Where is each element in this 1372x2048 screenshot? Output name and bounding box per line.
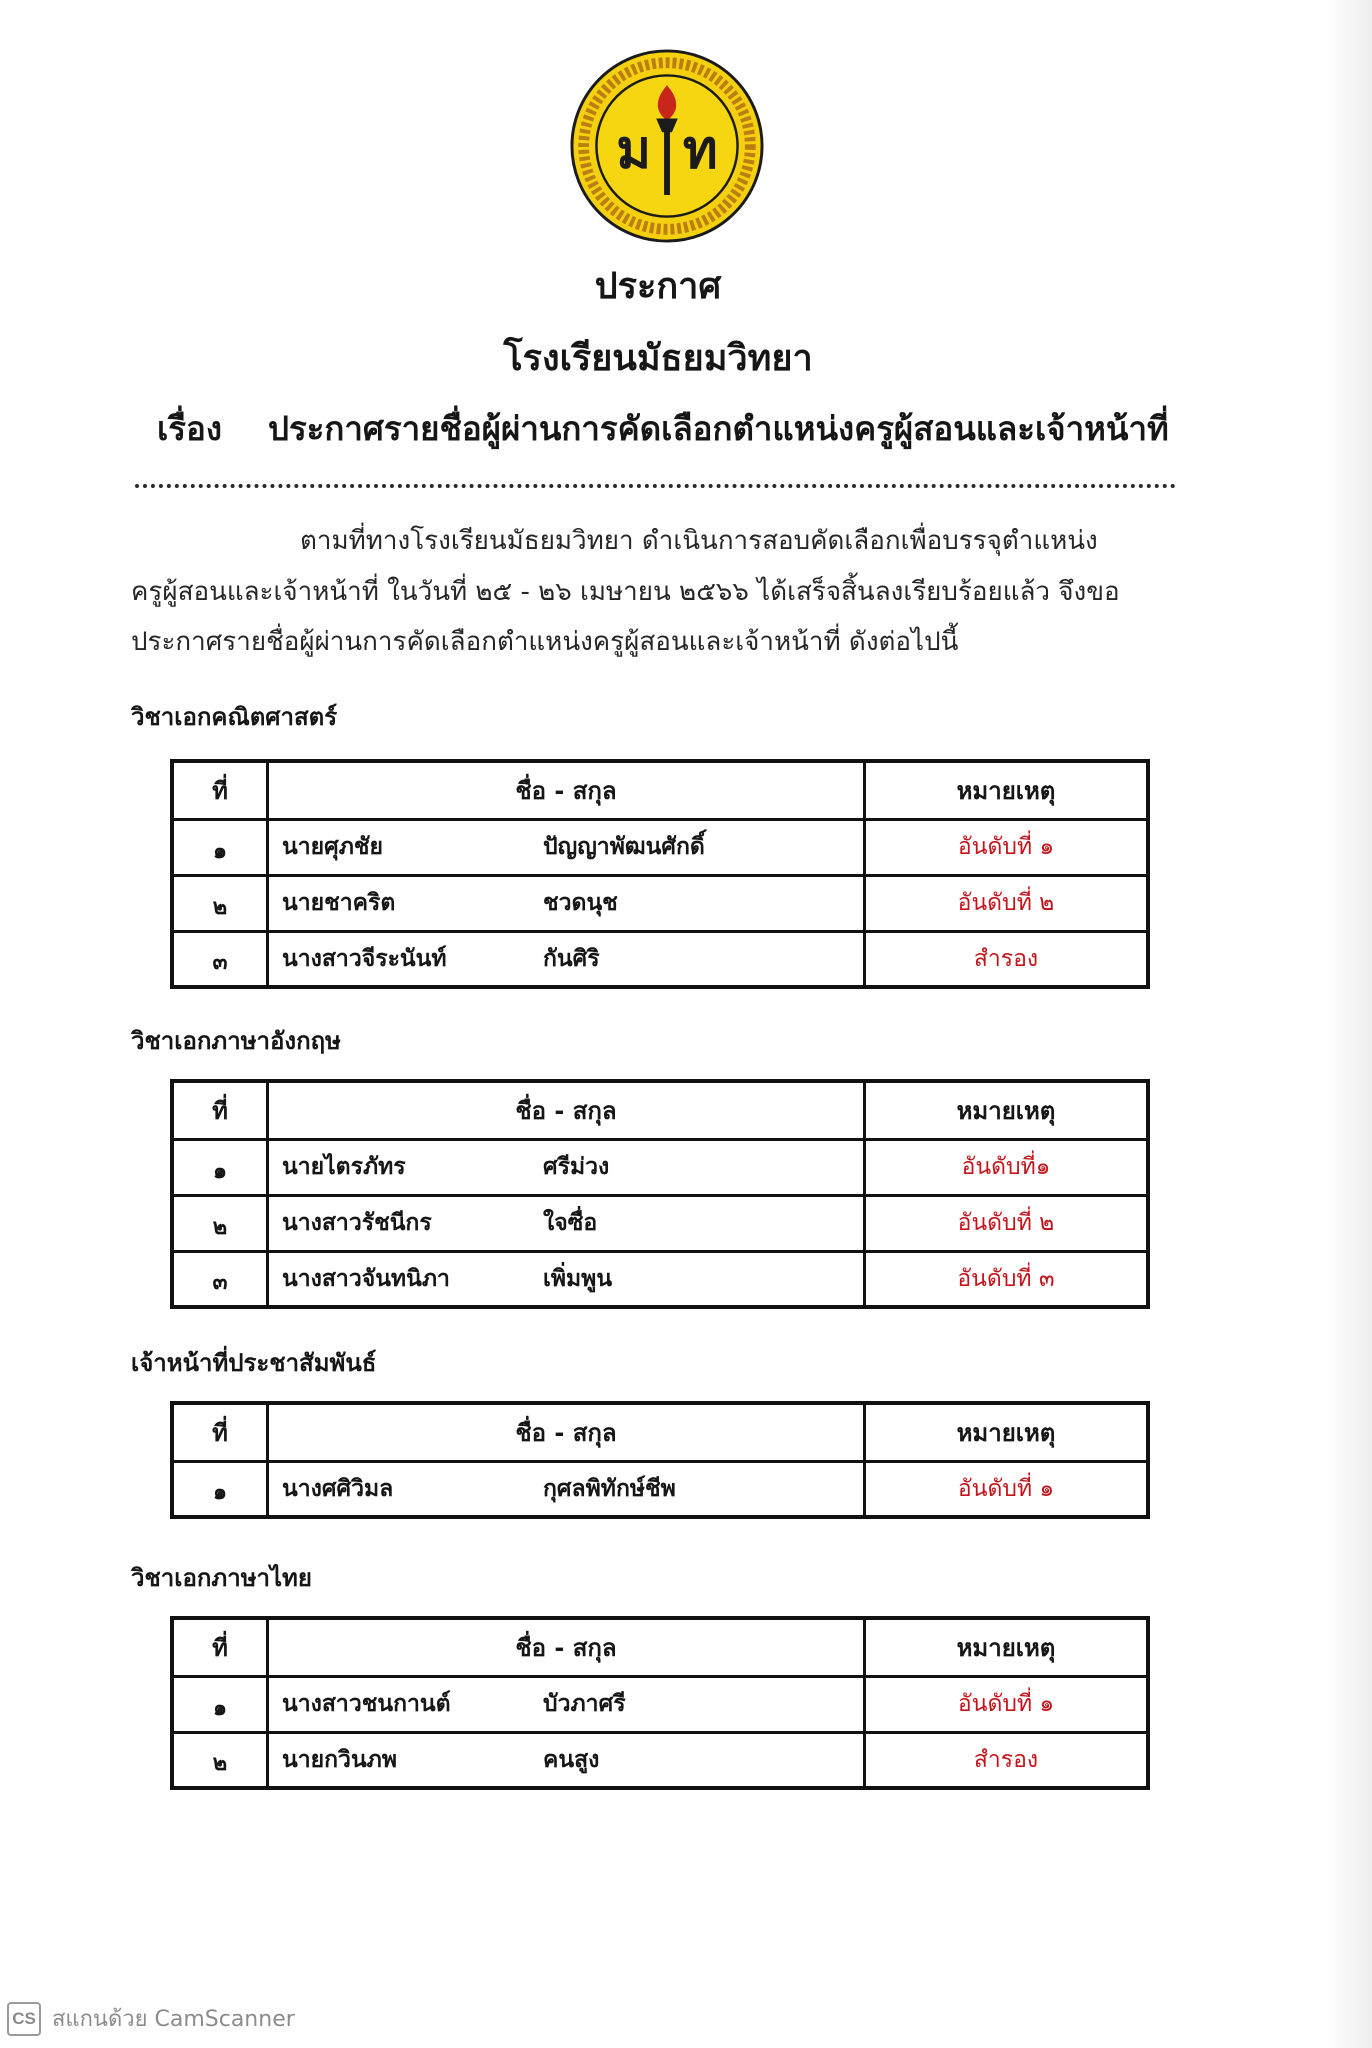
last-name: เพิ่มพูน xyxy=(543,1265,613,1292)
last-name: ศรีม่วง xyxy=(543,1154,610,1180)
candidate-name-cell xyxy=(268,1139,865,1195)
table-row xyxy=(172,1251,1148,1307)
row-number: ๓ xyxy=(172,931,268,987)
remark: อันดับที่๑ xyxy=(865,1139,1149,1195)
watermark-text: สแกนด้วย CamScanner xyxy=(52,2007,295,2032)
row-number: ๒ xyxy=(172,875,268,931)
candidate-name-cell xyxy=(268,819,865,875)
first-name: นายไตรภัทร xyxy=(282,1154,406,1180)
table-header-row xyxy=(172,1403,1148,1461)
section-heading-math: วิชาเอกคณิตศาสตร์ xyxy=(131,703,338,731)
column-header-number: ที่ xyxy=(172,1618,268,1676)
subject-label: เรื่อง xyxy=(157,409,222,448)
column-header-name: ชื่อ - สกุล xyxy=(268,1403,865,1461)
last-name: ใจซื่อ xyxy=(543,1210,598,1236)
column-header-name: ชื่อ - สกุล xyxy=(268,761,865,819)
table-row xyxy=(172,819,1148,875)
table-row xyxy=(172,931,1148,987)
column-header-number: ที่ xyxy=(172,1081,268,1139)
scan-edge-shadow xyxy=(1326,0,1372,2048)
candidate-name-cell xyxy=(268,1195,865,1251)
section-heading-english: วิชาเอกภาษาอังกฤษ xyxy=(131,1027,341,1055)
subject-text: ประกาศรายชื่อผู้ผ่านการคัดเลือกตำแหน่งครูผู้สอนและเจ้าหน้าที่ xyxy=(268,409,1169,448)
last-name: บัวภาศรี xyxy=(543,1691,626,1717)
table-row xyxy=(172,1732,1148,1788)
candidate-name-cell xyxy=(268,1251,865,1307)
section-heading-thai: วิชาเอกภาษาไทย xyxy=(131,1564,312,1592)
last-name: กันศิริ xyxy=(543,945,600,972)
intro-line-1: ตามที่ทางโรงเรียนมัธยมวิทยา ดำเนินการสอบคัดเลือกเพื่อบรรจุตำแหน่ง xyxy=(300,526,1098,556)
first-name: นางสาวชนกานต์ xyxy=(282,1691,451,1717)
remark: สำรอง xyxy=(865,931,1149,987)
row-number: ๑ xyxy=(172,1676,268,1732)
column-header-name: ชื่อ - สกุล xyxy=(268,1618,865,1676)
intro-line-3: ประกาศรายชื่อผู้ผ่านการคัดเลือกตำแหน่งครูผู้สอนและเจ้าหน้าที่ ดังต่อไปนี้ xyxy=(131,627,959,657)
table-header-row xyxy=(172,1081,1148,1139)
candidate-name-cell xyxy=(268,1676,865,1732)
camscanner-icon: CS xyxy=(7,2002,41,2036)
last-name: คนสูง xyxy=(543,1746,600,1773)
candidate-name-cell xyxy=(268,931,865,987)
first-name: นางศศิวิมล xyxy=(282,1475,394,1502)
candidate-name-cell xyxy=(268,1461,865,1517)
dotted-divider xyxy=(135,484,1176,488)
intro-line-2: ครูผู้สอนและเจ้าหน้าที่ ในวันที่ ๒๕ - ๒๖ เมษายน ๒๕๖๖ ได้เสร็จสิ้นลงเรียบร้อยแล้ว จึงขอ xyxy=(131,577,1120,607)
last-name: ชวดนุช xyxy=(543,890,618,916)
remark: อันดับที่ ๑ xyxy=(865,1676,1149,1732)
table-header-row xyxy=(172,761,1148,819)
table-row xyxy=(172,1195,1148,1251)
table-row xyxy=(172,1676,1148,1732)
last-name: ปัญญาพัฒนศักดิ์ xyxy=(543,834,705,860)
school-name: โรงเรียนมัธยมวิทยา xyxy=(503,338,813,379)
math-results-table xyxy=(170,759,1150,989)
table-row xyxy=(172,875,1148,931)
remark: อันดับที่ ๒ xyxy=(865,875,1149,931)
remark: สำรอง xyxy=(865,1732,1149,1788)
logo-letter-left: ม xyxy=(616,119,652,181)
column-header-remark: หมายเหตุ xyxy=(865,1618,1149,1676)
thai-results-table xyxy=(170,1616,1150,1790)
row-number: ๒ xyxy=(172,1195,268,1251)
school-logo xyxy=(569,48,765,244)
first-name: นางสาวจีระนันท์ xyxy=(282,945,447,972)
remark: อันดับที่ ๓ xyxy=(865,1251,1149,1307)
row-number: ๑ xyxy=(172,1139,268,1195)
row-number: ๑ xyxy=(172,1461,268,1517)
first-name: นายชาคริต xyxy=(282,890,396,916)
logo-letter-right: ท xyxy=(682,119,718,181)
section-heading-pr-officer: เจ้าหน้าที่ประชาสัมพันธ์ xyxy=(131,1349,377,1377)
column-header-number: ที่ xyxy=(172,761,268,819)
table-row xyxy=(172,1139,1148,1195)
column-header-remark: หมายเหตุ xyxy=(865,761,1149,819)
announcement-title: ประกาศ xyxy=(594,266,722,307)
remark: อันดับที่ ๑ xyxy=(865,1461,1149,1517)
column-header-remark: หมายเหตุ xyxy=(865,1403,1149,1461)
remark: อันดับที่ ๒ xyxy=(865,1195,1149,1251)
table-header-row xyxy=(172,1618,1148,1676)
english-results-table xyxy=(170,1079,1150,1309)
column-header-number: ที่ xyxy=(172,1403,268,1461)
column-header-remark: หมายเหตุ xyxy=(865,1081,1149,1139)
column-header-name: ชื่อ - สกุล xyxy=(268,1081,865,1139)
first-name: นายกวินภพ xyxy=(282,1746,397,1773)
candidate-name-cell xyxy=(268,875,865,931)
first-name: นายศุภชัย xyxy=(282,834,383,860)
row-number: ๓ xyxy=(172,1251,268,1307)
first-name: นางสาวรัชนีกร xyxy=(282,1210,432,1236)
candidate-name-cell xyxy=(268,1732,865,1788)
table-row xyxy=(172,1461,1148,1517)
row-number: ๒ xyxy=(172,1732,268,1788)
pr-officer-results-table xyxy=(170,1401,1150,1519)
last-name: กุศลพิทักษ์ชีพ xyxy=(543,1475,676,1502)
first-name: นางสาวจันทนิภา xyxy=(282,1265,450,1292)
remark: อันดับที่ ๑ xyxy=(865,819,1149,875)
row-number: ๑ xyxy=(172,819,268,875)
